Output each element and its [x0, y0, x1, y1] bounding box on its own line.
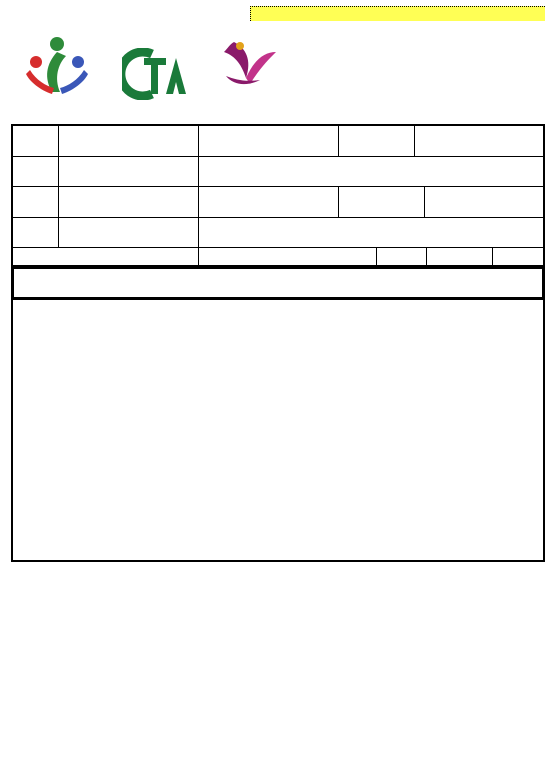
member-school-row — [13, 157, 543, 187]
company-info — [340, 22, 545, 115]
email-address — [340, 90, 545, 115]
member-name-row — [13, 126, 543, 157]
member-card-field[interactable] — [415, 126, 543, 156]
cta-logo — [122, 48, 190, 100]
logo-area — [18, 30, 293, 116]
recipient-phone-field[interactable] — [425, 187, 543, 217]
recipient-address-field[interactable] — [199, 218, 543, 247]
account-name — [13, 664, 545, 679]
header-qty — [427, 248, 493, 265]
recipient-row — [13, 187, 543, 218]
recipient-name-label — [59, 187, 199, 217]
header-total — [493, 248, 543, 265]
remit-label — [13, 613, 545, 628]
fax-number — [340, 65, 545, 90]
member-name-label — [59, 126, 199, 156]
member-card-label — [339, 126, 415, 156]
header-price — [377, 248, 427, 265]
account-number — [13, 647, 545, 662]
confirm-call-banner — [250, 6, 545, 21]
order-form — [11, 124, 545, 562]
address-row — [13, 218, 543, 248]
recipient-address-label — [59, 218, 199, 247]
account-last5 — [13, 590, 545, 612]
order-footer — [13, 562, 545, 760]
shipping-info — [13, 685, 545, 702]
member-name-field[interactable] — [199, 126, 339, 156]
changhua-union-logo — [216, 38, 292, 108]
bank-name — [13, 630, 545, 645]
order-total-line — [13, 562, 545, 580]
header-model — [199, 248, 377, 265]
ship-time — [13, 724, 545, 740]
table-header — [13, 248, 543, 266]
recipient-phone-label — [339, 187, 425, 217]
remote-area-note — [13, 704, 545, 721]
header-product — [13, 248, 199, 265]
defect-note — [13, 746, 545, 760]
member-school-field[interactable] — [199, 157, 543, 186]
recipient-name-field[interactable] — [199, 187, 339, 217]
company-name — [340, 22, 545, 40]
order-hotline — [340, 40, 545, 65]
highlighted-product-frame — [11, 266, 545, 300]
national-union-logo — [22, 34, 92, 104]
member-school-label — [59, 157, 199, 186]
